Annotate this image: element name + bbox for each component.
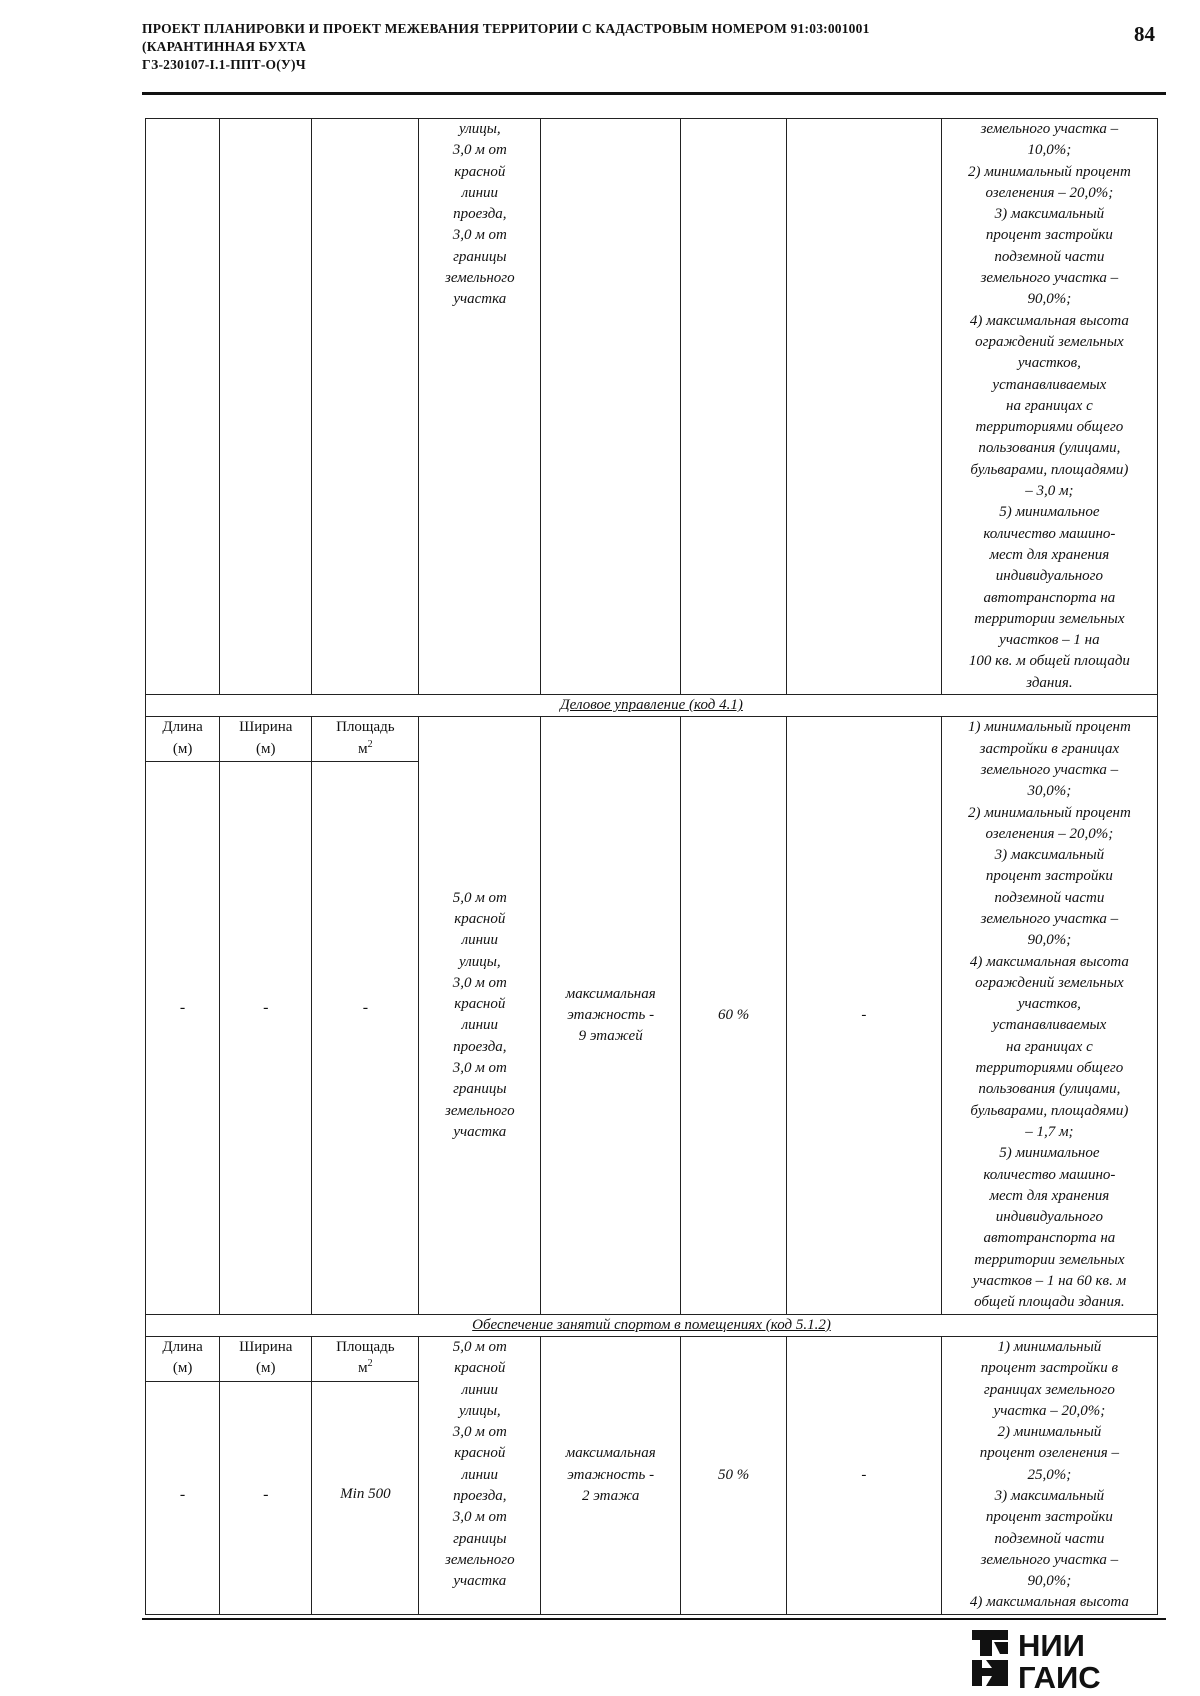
cell-coverage: 50 % — [681, 1336, 787, 1614]
text-line: процент застройки — [985, 868, 1113, 885]
cell-setback — [419, 717, 541, 1314]
header-rule — [142, 92, 1166, 95]
text-line: земельного — [444, 1551, 515, 1568]
text-line: количество машино- — [983, 525, 1116, 542]
text-line: автотранспорта на — [983, 589, 1116, 606]
text-line: красной — [454, 910, 506, 927]
cell-empty — [787, 119, 942, 695]
text-line: территории земельных — [974, 610, 1125, 627]
cell-area — [312, 1336, 419, 1614]
text-line: линии — [461, 1017, 499, 1034]
text-line: улицы, — [458, 1402, 501, 1419]
text-line: ограждений земельных — [975, 333, 1124, 350]
text-line: количество машино- — [983, 1166, 1116, 1183]
text-line: красной — [454, 163, 506, 180]
text-line: красной — [454, 1445, 506, 1462]
text-line: границы — [453, 1081, 507, 1098]
text-line: на границах с — [1006, 1038, 1093, 1055]
text-line: 3,0 м от — [452, 142, 507, 159]
text-line: участка — [453, 291, 507, 308]
text-line: 3) максимальный — [994, 1488, 1105, 1504]
text-line: 25,0%; — [1027, 1466, 1072, 1483]
text-line: индивидуального — [995, 1209, 1103, 1226]
text-line: пользования (улицами, — [978, 1081, 1121, 1098]
text-line: 3,0 м от — [452, 227, 507, 244]
header-length: Длина (м) — [146, 717, 219, 762]
text-line: линии — [461, 1381, 499, 1398]
text-line: земельного участка – — [980, 1551, 1119, 1568]
cell-floors — [541, 1336, 681, 1614]
cell-width — [220, 1336, 312, 1614]
header-area: Площадь $м^2$ — [312, 717, 418, 762]
text-line: 3) максимальный — [994, 206, 1105, 223]
cell-empty — [681, 119, 787, 695]
text-line: общей площади здания. — [974, 1294, 1125, 1311]
text-line: процент озеленения – — [979, 1445, 1120, 1462]
text-line: 5) минимальное — [999, 504, 1100, 521]
text-line: 3,0 м от — [452, 1509, 507, 1526]
text-line: максимальная — [565, 1445, 656, 1462]
cell-empty — [541, 119, 681, 695]
text-line: линии — [461, 184, 499, 201]
footer-rule — [142, 1618, 1166, 1620]
text-line: линии — [461, 1466, 499, 1483]
text-line: 2) минимальный процент — [967, 163, 1131, 180]
text-line: индивидуального — [995, 568, 1103, 585]
table-row-sport — [146, 1336, 1158, 1614]
text-line: процент застройки в — [980, 1360, 1118, 1377]
text-line: 1) минимальный процент — [967, 719, 1131, 736]
text-line: участка — [453, 1573, 507, 1590]
text-line: земельного участка – — [980, 270, 1119, 287]
text-line: красной — [454, 1360, 506, 1377]
text-line: 90,0%; — [1027, 1573, 1072, 1590]
text-line: 4) максимальная высота — [969, 953, 1129, 970]
header-length: Длина (м) — [146, 1337, 219, 1382]
value-length: - — [179, 1485, 186, 1503]
header-area: Площадь $м^2$ — [312, 1337, 418, 1382]
cell-length — [146, 1336, 220, 1614]
text-line: линии — [461, 932, 499, 949]
header-title-line: (КАРАНТИННАЯ БУХТА — [142, 39, 306, 54]
text-line: улицы, — [458, 953, 501, 970]
text-line: – 3,0 м; — [1025, 483, 1074, 500]
text-line: 3,0 м от — [452, 974, 507, 991]
document-header — [142, 20, 1092, 74]
text-line: улицы, — [458, 121, 501, 137]
header-width: Ширина (м) — [220, 717, 311, 762]
cell-params — [941, 1336, 1157, 1614]
text-line: на границах с — [1006, 397, 1093, 414]
cell-empty — [220, 119, 312, 695]
text-line: участка – 20,0%; — [993, 1402, 1106, 1419]
page-number: 84 — [1134, 22, 1155, 46]
text-line: границах земельного — [983, 1381, 1115, 1398]
text-line: подземной части — [994, 248, 1105, 265]
text-line: бульварами, площадями) — [970, 461, 1129, 478]
text-line: 5) минимальное — [999, 1145, 1100, 1162]
cell-other: - — [787, 717, 942, 1314]
text-line: этажность - — [567, 1466, 655, 1483]
text-line: 90,0%; — [1027, 291, 1072, 308]
text-line: здания. — [1026, 674, 1073, 691]
text-line: мест для хранения — [989, 1187, 1110, 1204]
cell-area — [312, 717, 419, 1314]
text-line: автотранспорта на — [983, 1230, 1116, 1247]
text-line: 3,0 м от — [452, 1424, 507, 1441]
cell-coverage: 60 % — [681, 717, 787, 1314]
text-line: территории земельных — [974, 1251, 1125, 1268]
text-line: бульварами, площадями) — [970, 1102, 1129, 1119]
value-area: Min 500 — [340, 1485, 391, 1502]
text-line: процент застройки — [985, 1509, 1113, 1526]
value-width: - — [263, 1485, 269, 1503]
text-line: земельного участка – — [980, 761, 1119, 778]
cell-length — [146, 717, 220, 1314]
value-length: - — [179, 998, 186, 1016]
niigais-logo — [970, 1626, 1160, 1690]
text-line: процент застройки — [985, 227, 1113, 244]
text-line: проезда, — [453, 1488, 507, 1504]
text-line: 30,0%; — [1027, 783, 1072, 800]
text-line: проезда, — [453, 1038, 507, 1055]
text-line: устанавливаемых — [992, 1017, 1107, 1034]
text-line: 10,0%; — [1027, 142, 1072, 159]
text-line: участков, — [1017, 355, 1081, 372]
section-title-row — [146, 695, 1158, 717]
cell-floors — [541, 717, 681, 1314]
logo-text-bottom: ГАИС — [1018, 1660, 1101, 1690]
text-line: участка — [453, 1123, 507, 1140]
header-document-code: ГЗ-230107-I.1-ППТ-О(У)Ч — [142, 57, 306, 72]
text-line: территориями общего — [975, 1060, 1124, 1077]
logo-text-top: НИИ — [1018, 1628, 1085, 1663]
text-line: мест для хранения — [989, 546, 1110, 563]
text-line: границы — [453, 248, 507, 265]
cell-other: - — [787, 1336, 942, 1614]
text-line: пользования (улицами, — [978, 440, 1121, 457]
text-line: этажность - — [567, 1006, 655, 1023]
header-width: Ширина (м) — [220, 1337, 311, 1382]
text-line: озеленения – 20,0%; — [985, 184, 1114, 201]
text-line: 9 этажей — [578, 1028, 643, 1045]
text-line: 5,0 м от — [452, 889, 507, 906]
text-line: земельного участка – — [980, 121, 1119, 137]
header-title-line: ПРОЕКТ ПЛАНИРОВКИ И ПРОЕКТ МЕЖЕВАНИЯ ТЕРРИТОРИИ С КАДАСТРОВЫМ НОМЕРОМ 91:03:001001 — [142, 21, 870, 36]
section-title-row — [146, 1314, 1158, 1336]
table-row-business — [146, 717, 1158, 1314]
section-title: Деловое управление (код 4.1) — [560, 697, 743, 714]
text-line: 3,0 м от — [452, 1060, 507, 1077]
text-line: озеленения – 20,0%; — [985, 825, 1114, 842]
section-title: Обеспечение занятий спортом в помещениях (код 5.1.2) — [472, 1316, 831, 1333]
text-line: проезда, — [453, 206, 507, 223]
value-area: - — [362, 998, 369, 1016]
text-line: максимальная — [565, 985, 656, 1002]
text-line: 2) минимальный — [997, 1424, 1102, 1441]
text-line: участков, — [1017, 996, 1081, 1013]
text-line: территориями общего — [975, 419, 1124, 436]
text-line: подземной части — [994, 889, 1105, 906]
text-line: участков – 1 на 60 кв. м — [972, 1273, 1127, 1290]
text-line: ограждений земельных — [975, 974, 1124, 991]
text-line: красной — [454, 996, 506, 1013]
text-line: 100 кв. м общей площади — [968, 653, 1130, 670]
text-line: 90,0%; — [1027, 932, 1072, 949]
text-line: 1) минимальный — [997, 1338, 1102, 1355]
text-line: земельного участка – — [980, 910, 1119, 927]
text-line: 3) максимальный — [994, 847, 1105, 864]
table-row-continuation — [146, 119, 1158, 695]
text-line: участков – 1 на — [999, 632, 1100, 649]
text-line: 2) минимальный процент — [967, 804, 1131, 821]
cell-empty — [312, 119, 419, 695]
text-line: застройки в границах — [979, 740, 1120, 757]
value-width: - — [263, 998, 269, 1016]
cell-setback — [419, 1336, 541, 1614]
text-line: – 1,7 м; — [1025, 1123, 1074, 1140]
text-line: границы — [453, 1530, 507, 1547]
text-line: 2 этажа — [581, 1488, 640, 1504]
cell-empty — [146, 119, 220, 695]
text-line: устанавливаемых — [992, 376, 1107, 393]
text-line: 5,0 м от — [452, 1338, 507, 1355]
cell-params — [941, 717, 1157, 1314]
text-line: 4) максимальная высота — [969, 312, 1129, 329]
cell-params — [941, 119, 1157, 695]
text-line: земельного — [444, 270, 515, 287]
cell-setback — [419, 119, 541, 695]
regulations-table — [145, 118, 1158, 1615]
cell-width — [220, 717, 312, 1314]
text-line: 4) максимальная высота — [969, 1594, 1129, 1611]
text-line: земельного — [444, 1102, 515, 1119]
text-line: подземной части — [994, 1530, 1105, 1547]
